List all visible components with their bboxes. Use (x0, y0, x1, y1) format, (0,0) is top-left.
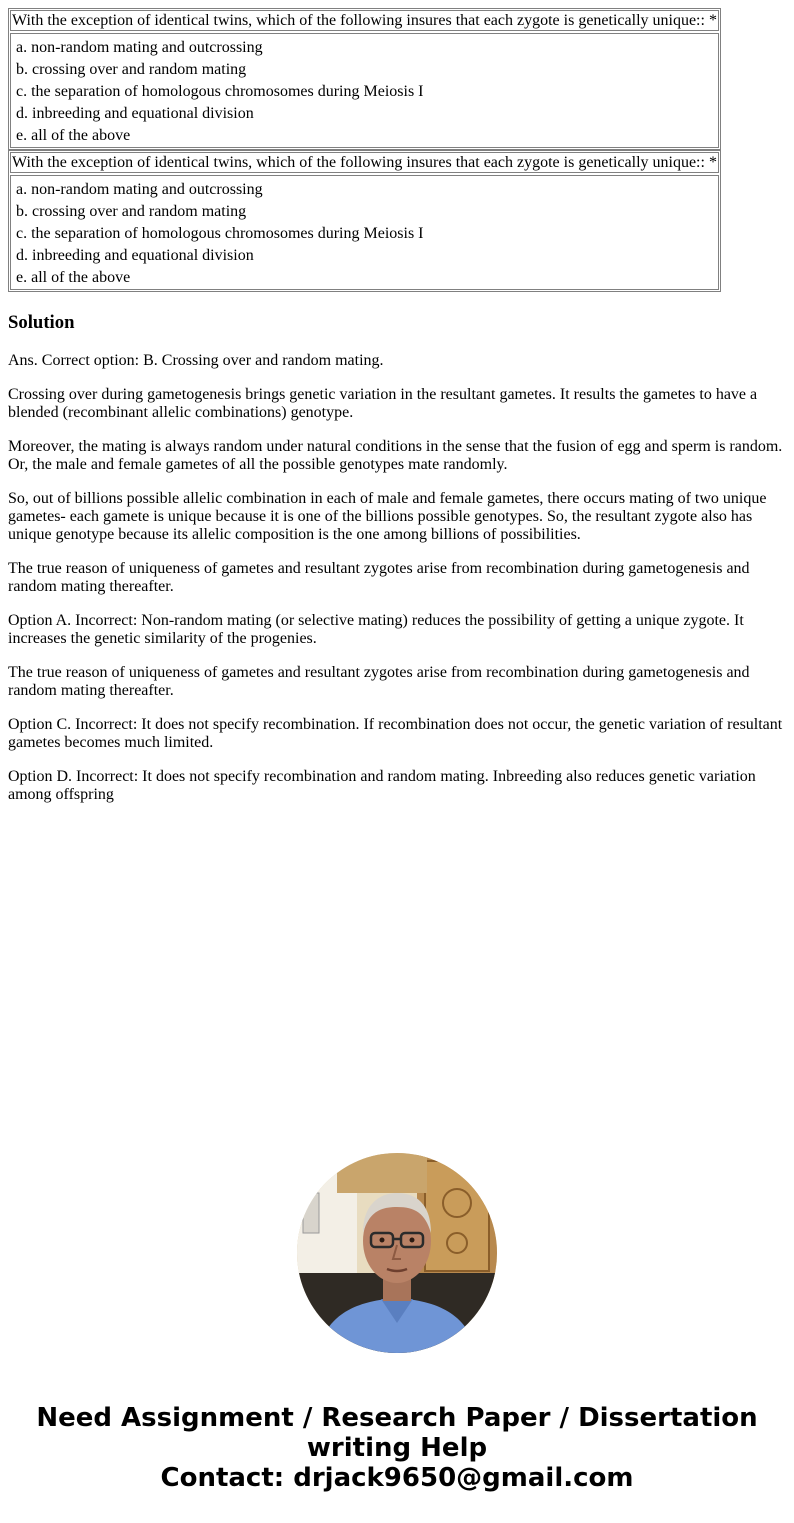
solution-paragraph: The true reason of uniqueness of gametes and resultant zygotes arise from recombination during gametogenesis and random mating thereafter. (8, 560, 750, 595)
option-c: c. the separation of homologous chromosomes during Meiosis I (16, 83, 424, 100)
option-d: d. inbreeding and equational division (16, 105, 254, 122)
option-e: e. all of the above (16, 269, 131, 286)
solution-paragraph: The true reason of uniqueness of gametes and resultant zygotes arise from recombination during gametogenesis and random mating thereafter. (8, 664, 750, 699)
question-text: With the exception of identical twins, which of the following insures that each zygote is genetically unique:: * (10, 10, 719, 31)
option-a: a. non-random mating and outcrossing (16, 39, 263, 56)
option-c: c. the separation of homologous chromosomes during Meiosis I (16, 225, 424, 242)
options-list (10, 175, 719, 290)
option-e: e. all of the above (16, 127, 131, 144)
solution-paragraph: Option C. Incorrect: It does not specify recombination. If recombination does not occur, the genetic variation of resultant gametes becomes much limited. (8, 716, 783, 751)
solution-paragraph: Option D. Incorrect: It does not specify recombination and random mating. Inbreeding also reduces genetic variation among offspring (8, 768, 756, 803)
solution-heading: Solution (8, 312, 75, 333)
option-b: b. crossing over and random mating (16, 203, 247, 220)
option-a: a. non-random mating and outcrossing (16, 181, 263, 198)
avatar-illustration (297, 1153, 497, 1353)
option-b: b. crossing over and random mating (16, 61, 247, 78)
promo-line-1: Need Assignment / Research Paper / Dissertation (36, 1403, 758, 1433)
question-text: With the exception of identical twins, which of the following insures that each zygote is genetically unique:: * (10, 152, 719, 173)
solution-paragraph: Moreover, the mating is always random under natural conditions in the sense that the fusion of egg and sperm is random. Or, the male and female gametes of all the possible genotypes mate randomly. (8, 438, 783, 473)
solution-paragraph: So, out of billions possible allelic combination in each of male and female gametes, there occurs mating of two unique gametes- each gamete is unique because it is one of the billions possible genotypes. So, the resultant zygote also has unique genotype because its allelic composition is the one among billions of possibilities. (8, 490, 767, 543)
question-table-2 (8, 150, 721, 292)
solution-paragraph: Ans. Correct option: B. Crossing over and random mating. (8, 352, 384, 369)
options-list (10, 33, 719, 148)
promo-line-2: writing Help (306, 1433, 488, 1463)
solution-section (8, 302, 786, 820)
question-table-1 (8, 8, 721, 150)
solution-paragraph: Crossing over during gametogenesis brings genetic variation in the resultant gametes. It results the gametes to have a blended (recombinant allelic combinations) genotype. (8, 386, 758, 421)
solution-paragraph: Option A. Incorrect: Non-random mating (or selective mating) reduces the possibility of getting a unique zygote. It increases the genetic similarity of the progenies. (8, 612, 744, 647)
promo-contact: Contact: drjack9650@gmail.com (160, 1463, 634, 1493)
option-d: d. inbreeding and equational division (16, 247, 254, 264)
author-avatar (297, 1153, 497, 1353)
promo-banner (0, 1403, 794, 1493)
